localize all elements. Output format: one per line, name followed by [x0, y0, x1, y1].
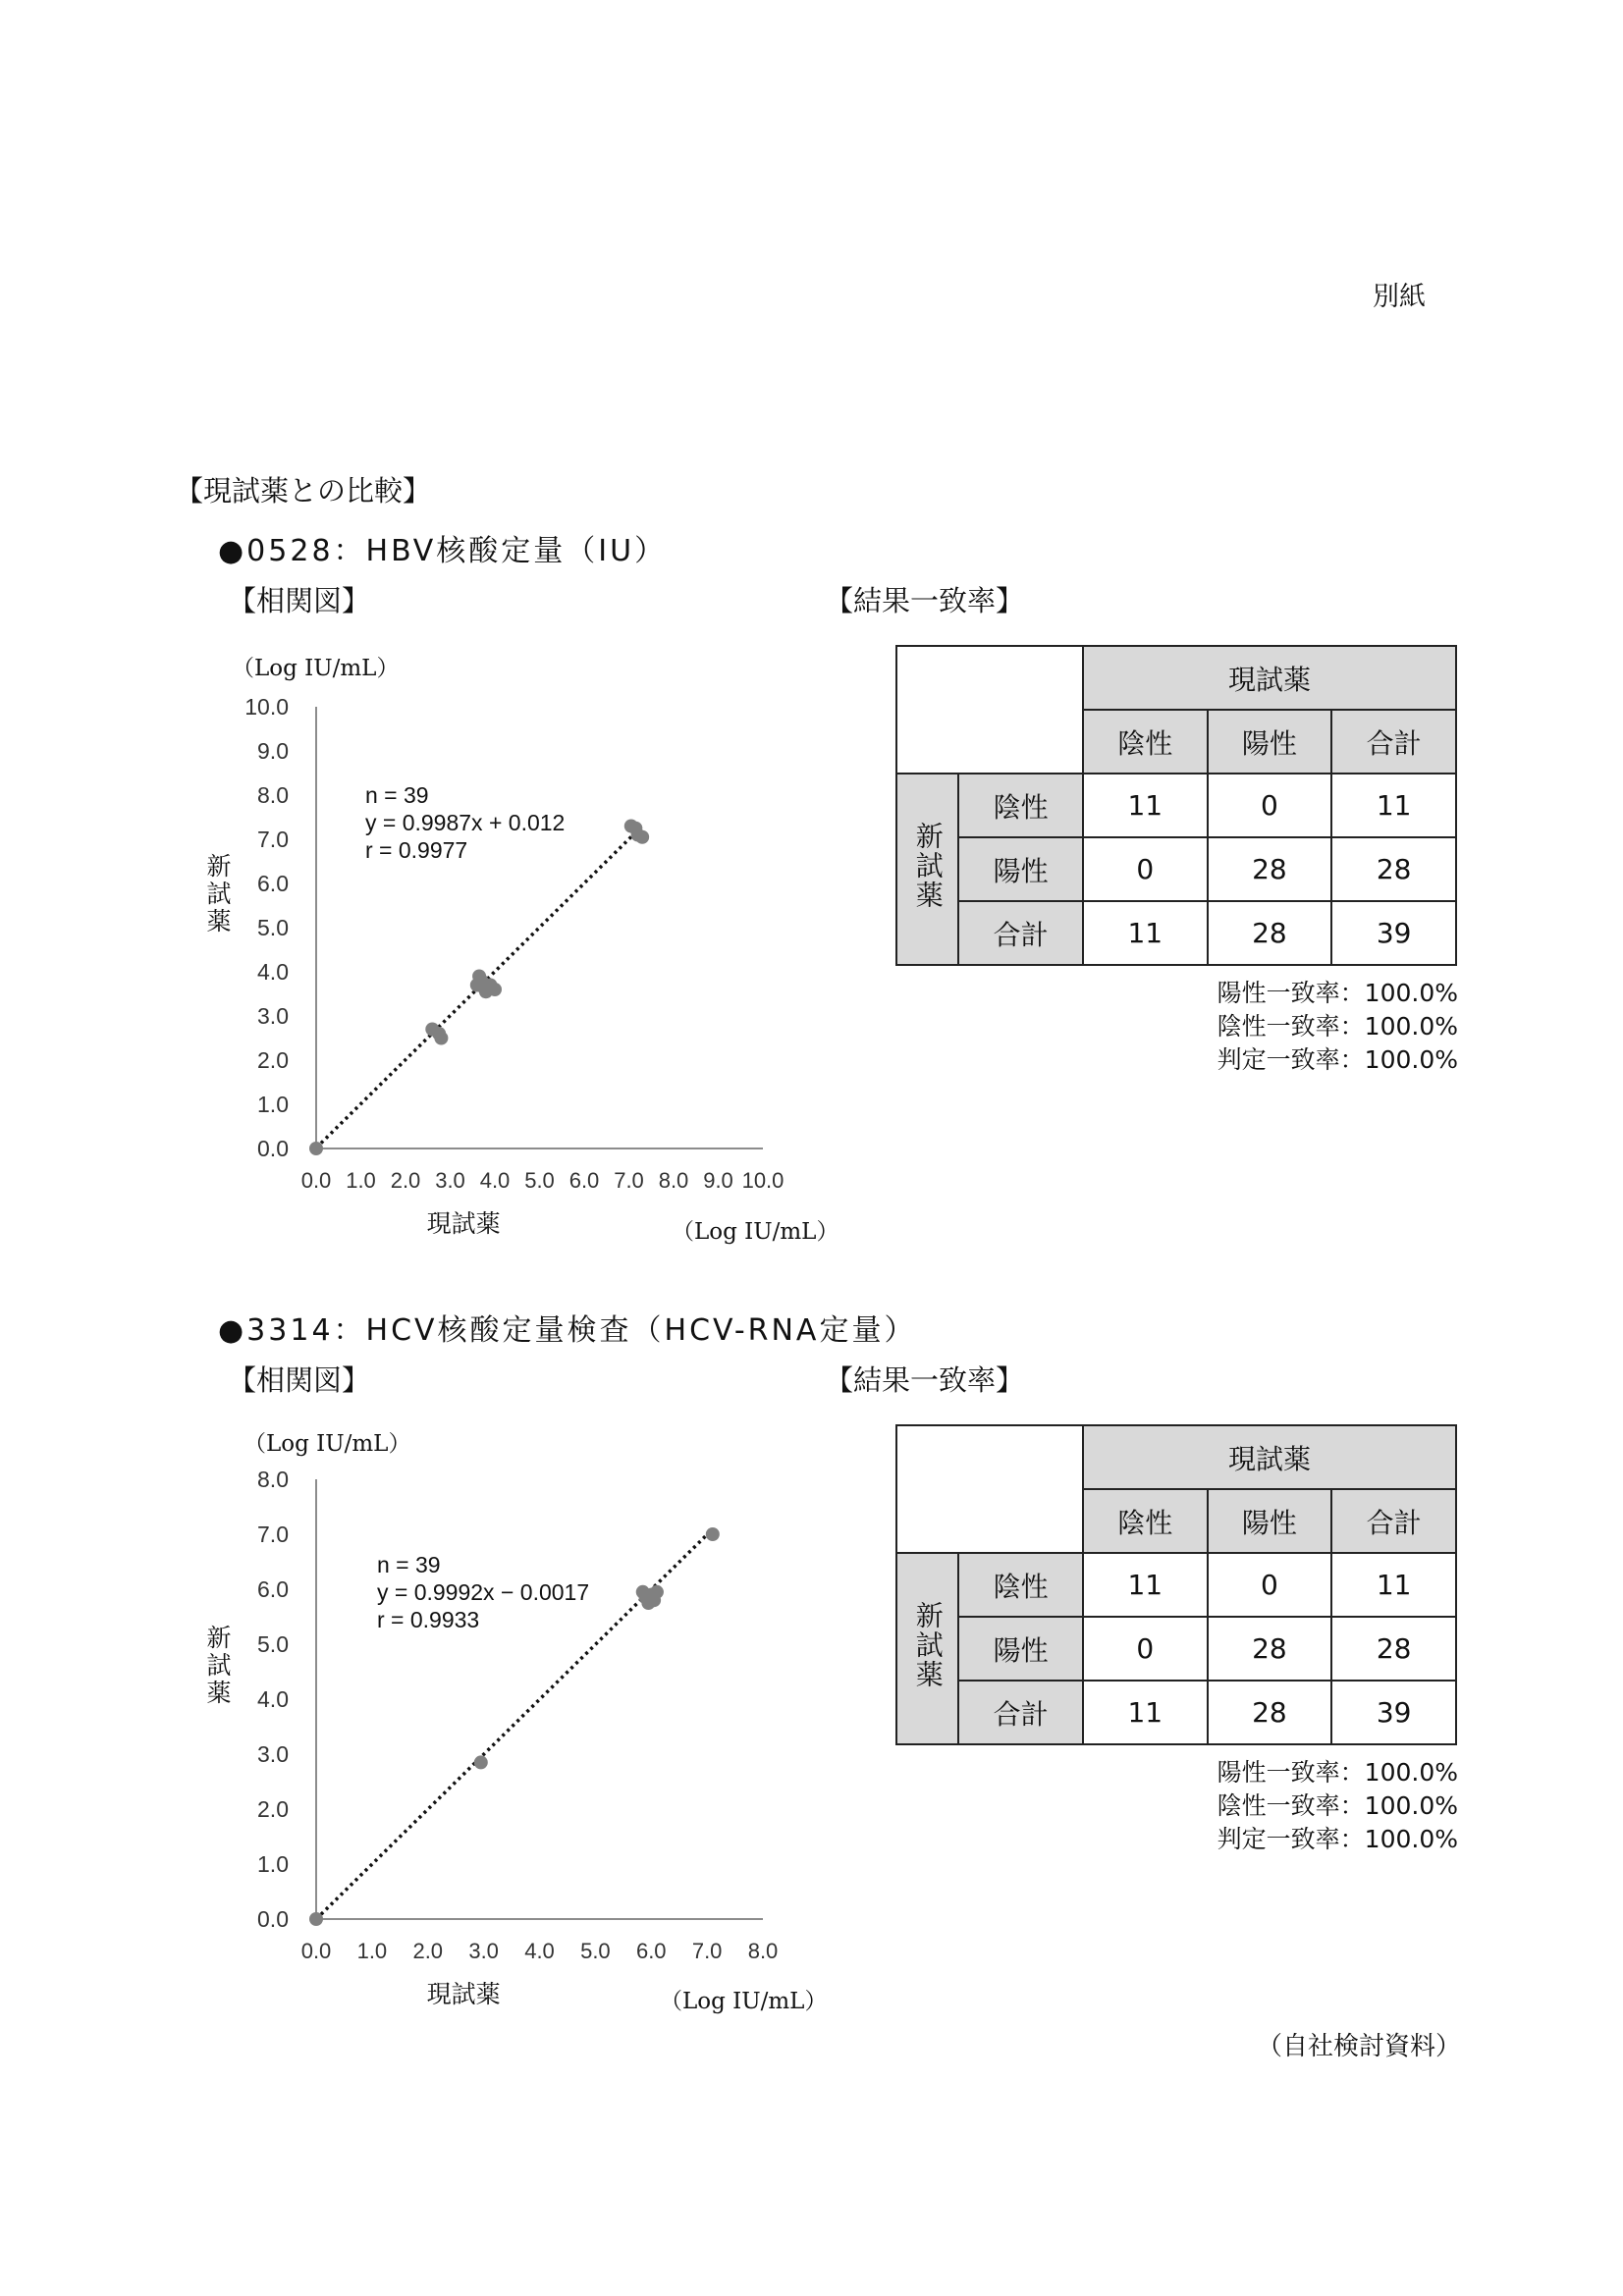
row-header-total: 合計 — [958, 1681, 1082, 1744]
x-tick-label: 3.0 — [435, 1168, 465, 1193]
x-tick-label: 3.0 — [468, 1939, 499, 1963]
x-tick-label: 1.0 — [346, 1168, 376, 1193]
y-unit-label: （Log IU/mL） — [232, 656, 400, 681]
y-tick-label: 4.0 — [257, 959, 289, 985]
x-tick-label: 8.0 — [658, 1168, 689, 1193]
y-axis-label-char: 薬 — [206, 1680, 232, 1708]
stat-equation: y = 0.9987x + 0.012 — [365, 810, 566, 835]
x-tick-label: 7.0 — [691, 1939, 723, 1963]
stat-n: n = 39 — [365, 782, 429, 808]
table-cell: 0 — [1208, 1553, 1332, 1617]
table-corner — [896, 646, 1083, 774]
row-group-text: 新試薬 — [911, 1601, 945, 1689]
y-axis-label-char: 試 — [206, 1652, 232, 1681]
data-point — [488, 983, 502, 996]
x-tick-label: 10.0 — [741, 1168, 784, 1193]
source-note: （自社検討資料） — [1257, 2032, 1462, 2061]
x-tick-label: 4.0 — [524, 1939, 555, 1963]
y-axis-label-char: 新 — [206, 853, 232, 881]
x-tick-label: 4.0 — [479, 1168, 511, 1193]
table-cell: 39 — [1331, 1681, 1456, 1744]
x-tick-label: 6.0 — [635, 1939, 667, 1963]
y-tick-label: 7.0 — [257, 827, 289, 852]
table-cell: 0 — [1208, 774, 1332, 837]
overall-agreement: 判定一致率：100.0% — [1217, 1045, 1458, 1074]
row-group-text: 新試薬 — [911, 822, 945, 910]
y-tick-label: 2.0 — [257, 1047, 289, 1073]
x-tick-label: 5.0 — [580, 1939, 611, 1963]
y-tick-label: 6.0 — [257, 871, 289, 896]
y-tick-label: 1.0 — [257, 1851, 289, 1877]
result-heading-hbv: 【結果一致率】 — [825, 584, 1025, 617]
y-tick-label: 3.0 — [257, 1741, 289, 1767]
table-cell: 11 — [1083, 1553, 1208, 1617]
data-point — [650, 1585, 664, 1599]
row-header-total: 合計 — [958, 901, 1082, 965]
table-corner — [896, 1425, 1083, 1553]
table-cell: 0 — [1083, 1617, 1208, 1681]
x-tick-label: 2.0 — [412, 1939, 444, 1963]
table-cell: 28 — [1208, 1681, 1332, 1744]
y-axis-label-char: 薬 — [206, 908, 232, 935]
y-axis-label-char: 試 — [206, 881, 232, 908]
row-group-label — [896, 774, 958, 965]
stat-n: n = 39 — [377, 1552, 441, 1577]
data-point — [474, 1755, 488, 1769]
table-cell: 28 — [1331, 1617, 1456, 1681]
section-title-hbv: ●0528：HBV核酸定量（IU） — [218, 534, 668, 568]
table-cell: 11 — [1331, 774, 1456, 837]
correlation-chart-hbv — [187, 687, 805, 1237]
table-cell: 11 — [1083, 901, 1208, 965]
y-tick-label: 9.0 — [257, 738, 289, 764]
stat-r: r = 0.9933 — [377, 1607, 480, 1632]
x-tick-label: 0.0 — [300, 1939, 332, 1963]
chart-heading-hcv: 【相関図】 — [228, 1363, 371, 1397]
result-table-hcv — [895, 1424, 1457, 1745]
table-cell: 0 — [1083, 837, 1208, 901]
table-cell: 11 — [1083, 774, 1208, 837]
col-header-negative: 陰性 — [1083, 710, 1208, 774]
x-tick-label: 7.0 — [614, 1168, 644, 1193]
row-header-positive: 陽性 — [958, 1617, 1082, 1681]
scatter-plot-hcv — [187, 1463, 805, 2012]
y-tick-label: 5.0 — [257, 915, 289, 940]
data-point — [635, 830, 649, 844]
table-cell: 39 — [1331, 901, 1456, 965]
attachment-label: 別紙 — [1373, 282, 1426, 312]
table-cell: 28 — [1331, 837, 1456, 901]
col-header-positive: 陽性 — [1208, 710, 1332, 774]
col-header-total: 合計 — [1331, 1489, 1456, 1553]
correlation-chart-hcv — [187, 1463, 805, 2012]
table-cell: 28 — [1208, 901, 1332, 965]
x-tick-label: 6.0 — [568, 1168, 600, 1193]
y-tick-label: 2.0 — [257, 1796, 289, 1822]
regression-stats-hbv — [365, 781, 565, 864]
y-tick-label: 3.0 — [257, 1003, 289, 1029]
y-tick-label: 1.0 — [257, 1092, 289, 1117]
x-tick-label: 8.0 — [747, 1939, 779, 1963]
x-tick-label: 1.0 — [356, 1939, 388, 1963]
col-header-total: 合計 — [1331, 710, 1456, 774]
y-tick-label: 0.0 — [257, 1906, 289, 1932]
scatter-plot-hbv — [187, 687, 805, 1237]
x-tick-label: 5.0 — [524, 1168, 555, 1193]
col-header-positive: 陽性 — [1208, 1489, 1332, 1553]
table-cell: 11 — [1331, 1553, 1456, 1617]
data-point — [309, 1142, 323, 1155]
x-tick-label: 2.0 — [390, 1168, 421, 1193]
x-unit-label: （Log IU/mL） — [672, 1219, 839, 1245]
row-group-label — [896, 1553, 958, 1744]
y-tick-label: 8.0 — [257, 1467, 289, 1492]
data-point — [309, 1912, 323, 1926]
positive-agreement: 陽性一致率：100.0% — [1217, 979, 1458, 1007]
x-axis-label: 現試薬 — [426, 1210, 501, 1237]
x-tick-label: 0.0 — [300, 1168, 332, 1193]
y-unit-label: （Log IU/mL） — [243, 1431, 411, 1457]
data-point — [706, 1527, 720, 1541]
stat-equation: y = 0.9992x − 0.0017 — [377, 1579, 590, 1605]
result-heading-hcv: 【結果一致率】 — [825, 1363, 1025, 1397]
result-table-hbv — [895, 645, 1457, 966]
chart-heading-hbv: 【相関図】 — [228, 584, 371, 617]
regression-stats-hcv — [377, 1551, 589, 1633]
section-title-hcv: ●3314：HCV核酸定量検査（HCV-RNA定量） — [218, 1313, 917, 1348]
overall-agreement: 判定一致率：100.0% — [1217, 1825, 1458, 1853]
y-tick-label: 5.0 — [257, 1631, 289, 1657]
table-top-header: 現試薬 — [1083, 1425, 1456, 1489]
table-cell: 28 — [1208, 837, 1332, 901]
table-cell: 11 — [1083, 1681, 1208, 1744]
y-axis-label-char: 新 — [206, 1625, 232, 1653]
negative-agreement: 陰性一致率：100.0% — [1217, 1012, 1458, 1041]
y-tick-label: 6.0 — [257, 1576, 289, 1602]
x-tick-label: 9.0 — [703, 1168, 733, 1193]
x-axis-label: 現試薬 — [426, 1981, 501, 2008]
y-tick-label: 8.0 — [257, 782, 289, 808]
row-header-negative: 陰性 — [958, 1553, 1082, 1617]
x-unit-label: （Log IU/mL） — [660, 1989, 828, 2014]
y-tick-label: 0.0 — [257, 1136, 289, 1161]
agreement-rates-hbv — [1129, 977, 1458, 1077]
row-header-positive: 陽性 — [958, 837, 1082, 901]
data-point — [434, 1032, 448, 1045]
positive-agreement: 陽性一致率：100.0% — [1217, 1758, 1458, 1787]
agreement-rates-hcv — [1129, 1756, 1458, 1856]
y-tick-label: 4.0 — [257, 1686, 289, 1712]
row-header-negative: 陰性 — [958, 774, 1082, 837]
page-heading: 【現試薬との比較】 — [175, 474, 432, 507]
col-header-negative: 陰性 — [1083, 1489, 1208, 1553]
y-tick-label: 7.0 — [257, 1522, 289, 1547]
y-tick-label: 10.0 — [244, 694, 289, 720]
stat-r: r = 0.9977 — [365, 837, 468, 863]
table-cell: 28 — [1208, 1617, 1332, 1681]
table-top-header: 現試薬 — [1083, 646, 1456, 710]
negative-agreement: 陰性一致率：100.0% — [1217, 1791, 1458, 1820]
